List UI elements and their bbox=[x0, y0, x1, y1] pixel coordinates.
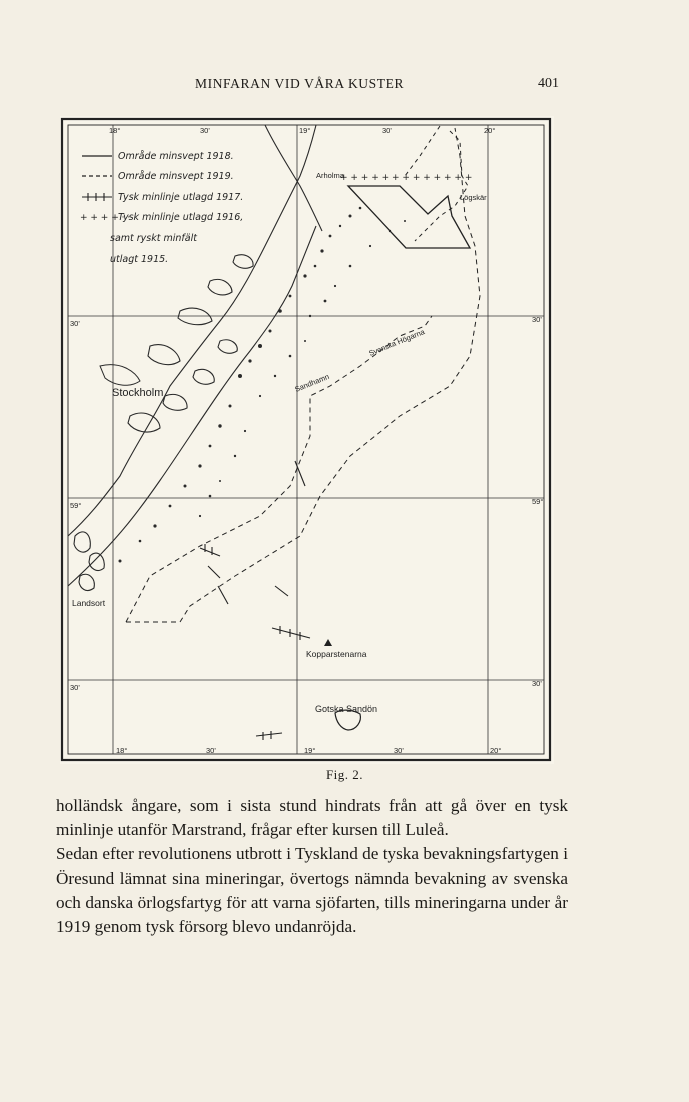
legend-label-1916-line2: samt ryskt minfält bbox=[110, 233, 197, 244]
grid-label-bottom-2: 30' bbox=[206, 746, 216, 755]
grid-label-top-5: 20° bbox=[484, 126, 496, 135]
legend-line-plus-dotted: + + + + · · bbox=[80, 213, 131, 223]
grid-label-left-2: 59° bbox=[70, 501, 82, 510]
label-sandhamn: Sandhamn bbox=[293, 371, 331, 394]
label-kopparstenarna: Kopparstenarna bbox=[306, 649, 367, 659]
body-text bbox=[56, 794, 568, 939]
grid-label-top-4: 30' bbox=[382, 126, 392, 135]
grid-label-top-2: 30' bbox=[200, 126, 210, 135]
legend-label-1917: Tysk minlinje utlagd 1917. bbox=[118, 192, 244, 203]
grid-label-bottom-3: 19° bbox=[304, 746, 316, 755]
grid-label-right-3: 30' bbox=[532, 679, 542, 688]
label-logskar: Lögskär bbox=[460, 193, 487, 202]
running-title: MINFARAN VID VÅRA KUSTER bbox=[195, 76, 405, 91]
map-svg bbox=[60, 116, 554, 764]
german-mineline-1916 bbox=[340, 173, 472, 183]
legend-label-1916-line1: Tysk minlinje utlagd 1916, bbox=[118, 212, 244, 223]
grid-label-bottom-5: 20° bbox=[490, 746, 502, 755]
page-header bbox=[0, 76, 689, 100]
grid-label-top-3: 19° bbox=[299, 126, 311, 135]
label-landsort: Landsort bbox=[72, 598, 106, 608]
label-svenska-hogarna: Svenska Högarna bbox=[367, 327, 427, 358]
legend-label-1916-line3: utlagt 1915. bbox=[110, 254, 169, 265]
minefield-map-figure bbox=[60, 116, 554, 764]
label-arholma: Arholma bbox=[316, 171, 344, 180]
page-number: 401 bbox=[538, 76, 559, 91]
paragraph-2: Sedan efter revolutionens utbrott i Tyskland de tyska bevakningsfartygen i Öresund lämnat sina mineringar, övertogs nämnda bevakning av svenska och danska örlogsfartyg för att varna sjöfarten, tills mineringarna under år 1919 genom tysk försorg blevo undanröjda. bbox=[56, 844, 568, 937]
legend-label-1918: Område minsvept 1918. bbox=[118, 151, 234, 162]
svg-text:+ + + + + + + + + + + + +: + + + + + + + + + + + + + bbox=[340, 173, 473, 183]
grid-label-top-1: 18° bbox=[109, 126, 121, 135]
paragraph-1: holländsk ångare, som i sista stund hindrats från att gå över en tysk minlinje utanför Marstrand, frågar efter kursen till Luleå. bbox=[56, 796, 568, 840]
label-gotska-sandon: Gotska Sandön bbox=[315, 704, 378, 714]
grid-label-left-3: 30' bbox=[70, 683, 80, 692]
legend-label-1919: Område minsvept 1919. bbox=[118, 171, 234, 182]
grid-label-right-2: 59° bbox=[532, 497, 544, 506]
grid-label-bottom-4: 30' bbox=[394, 746, 404, 755]
figure-caption: Fig. 2. bbox=[325, 767, 364, 782]
grid-label-right-1: 30' bbox=[532, 315, 542, 324]
label-stockholm: Stockholm bbox=[112, 387, 164, 399]
grid-label-bottom-1: 18° bbox=[116, 746, 128, 755]
grid-label-left-1: 30' bbox=[70, 319, 80, 328]
